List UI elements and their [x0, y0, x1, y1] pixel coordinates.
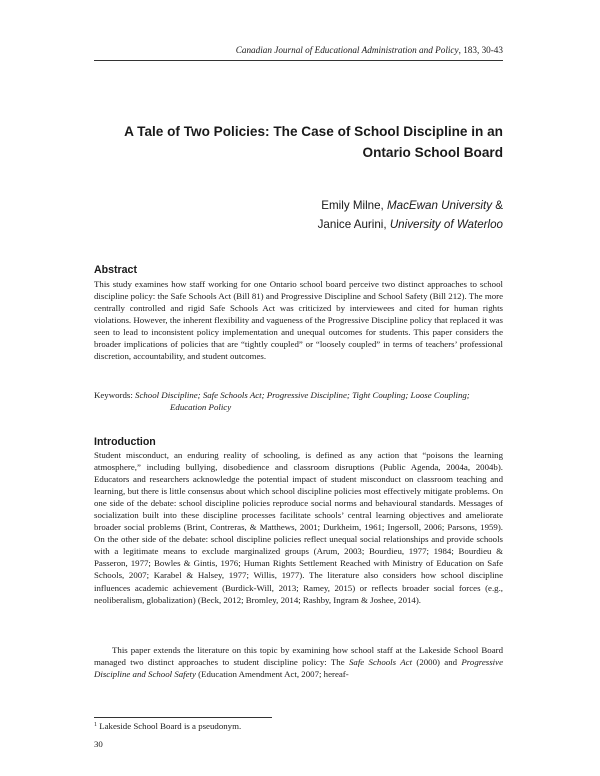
keywords [94, 389, 503, 413]
author-separator: & [492, 199, 503, 212]
running-head [200, 44, 503, 56]
author-affiliation: University of Waterloo [389, 218, 503, 231]
author-name: Janice Aurini, [317, 218, 390, 231]
author-affiliation: MacEwan University [387, 199, 493, 212]
italic-act-title: Safe Schools Act [349, 657, 413, 668]
paragraph-text: (Education Amendment Act, 2007; hereaf- [195, 669, 349, 680]
paragraph-text: (2000) and [412, 657, 462, 668]
footnote [94, 720, 241, 732]
author-name: Emily Milne, [321, 199, 387, 212]
footnote-rule [94, 717, 272, 718]
paper-title: A Tale of Two Policies: The Case of School Discipline in an Ontario School Board [124, 124, 503, 160]
keywords-label: Keywords: [94, 390, 136, 400]
introduction-heading: Introduction [94, 436, 156, 448]
journal-citation: , 183, 30-43 [458, 45, 503, 55]
page-number: 30 [94, 739, 103, 749]
footnote-text: Lakeside School Board is a pseudonym. [97, 721, 242, 731]
abstract-heading: Abstract [94, 264, 137, 276]
italic-act-title: Progressive Discipline and School Safety [94, 657, 503, 680]
abstract-text: This study examines how staff working for one Ontario school board perceive two distinct approaches to school discipline policy: the Safe Schools Act (Bill 81) and Progressive Discipline and School Safety (Bill 212). The more centrally controlled and rigid Safe Schools Act was criticized by interviewees and cited for human rights violations. However, the inherent flexibility and vagueness of the Progressive Discipline policy that replaced it was seen to lead to inconsistent policy implementation and unequal outcomes for students. This paper considers the broader implications of policies that are “tightly coupled” or “loosely coupled” in terms of teachers’ professional discretion, accountability, and student outcomes. [94, 279, 503, 362]
introduction-paragraph-2 [94, 644, 503, 680]
author-block [200, 196, 503, 234]
footnote-marker: 1 [94, 722, 97, 728]
keywords-list: School Discipline; Safe Schools Act; Progressive Discipline; Tight Coupling; Loose Coupling; Education Policy [135, 390, 470, 413]
author-line-1 [200, 196, 503, 215]
header-rule [94, 60, 503, 61]
paragraph-text: This paper extends the literature on this topic by examining how school staff at the Lakeside School Board managed two distinct approaches to student discipline policy: The [94, 645, 503, 668]
journal-name: Canadian Journal of Educational Administration and Policy [235, 45, 459, 55]
introduction-paragraph-1: Student misconduct, an enduring reality of schooling, is defined as any action that “poisons the learning atmosphere,” including bullying, disobedience and classroom disruptions (Public Agenda, 2004a, 2004b). Educators and researchers acknowledge the potential impact of student misconduct on classroom teaching and learning, but there is little consensus about which school discipline policies most effectively mitigate problems. On one side of the debate: school discipline policies reproduce social norms and behavioural standards. Messages of socialization built into these discipline processes facilitate schools’ central learning objectives and ameliorate broader social problems (Brint, Contreras, & Matthews, 2001; Durkheim, 1961; Ingersoll, 2006; Parsons, 1959). On the other side of the debate: school discipline policies reflect unequal social relationships and provide schools with a legitimate means to exclude marginalized groups (Arum, 2003; Bourdieu, 1977; 1984; Bourdieu & Passeron, 1977; Bowles & Gintis, 1976; Human Rights Settlement Reached with Ministry of Education on Safe Schools, 2007; Karabel & Halsey, 1977; Willis, 1977). The literature also considers how school discipline influences academic achievement (Burdick-Will, 2013; Ramey, 2015) or reflects broader social forces (e.g., neoliberalism, globalization) (Beck, 2012; Bromley, 2014; Rashby, Ingram & Joshee, 2014). [94, 450, 503, 605]
author-line-2 [200, 215, 503, 234]
